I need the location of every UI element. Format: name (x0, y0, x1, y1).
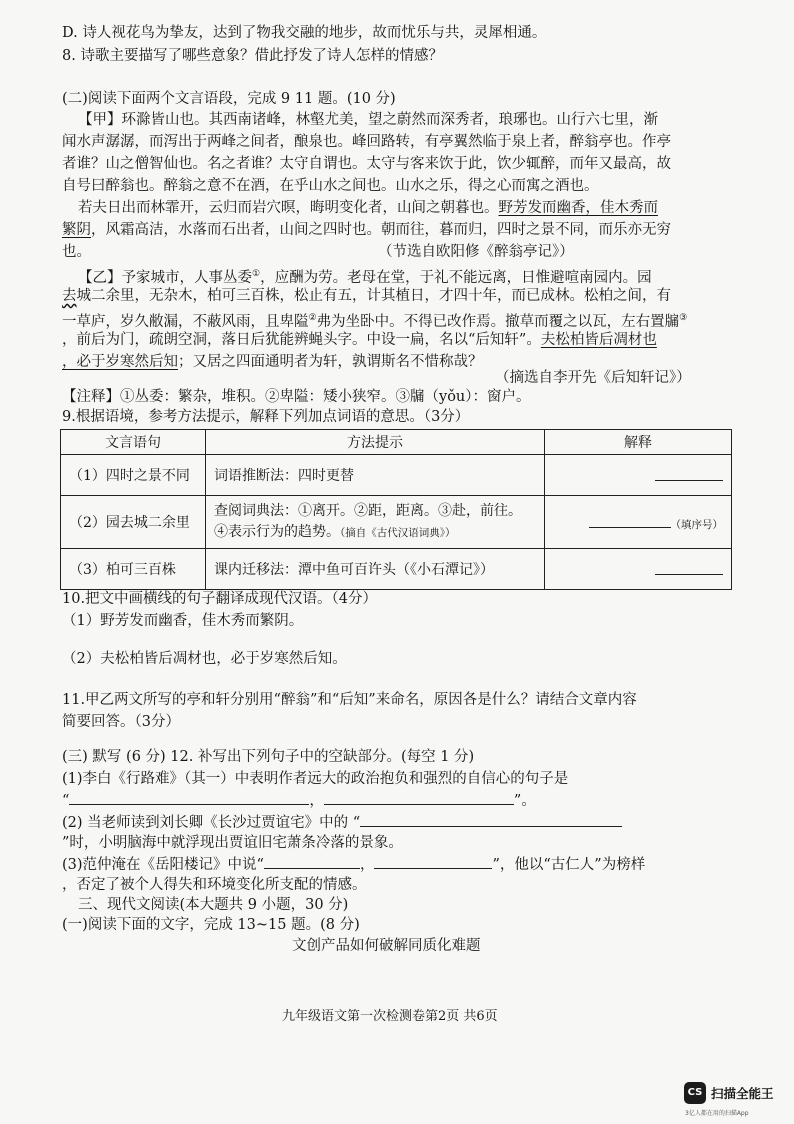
answer-blank[interactable] (69, 790, 309, 805)
yi-text: 一草庐，岁久敝漏，不蔽风雨，且卑隘 (62, 313, 309, 330)
q11-prompt: 简要回答。（3分） (62, 714, 180, 730)
column-header: 方法提示 (206, 430, 545, 455)
underlined-sentence-2a: 夫松柏皆后凋材也 (540, 332, 657, 348)
method-cell (206, 496, 545, 549)
method-text: ④表示行为的趋势。 (214, 523, 340, 540)
sentence-cell: （3）柏可三百株 (61, 549, 206, 590)
yi-text: ；又居之四面通明者为轩，孰谓斯名不惜称哉？ (178, 354, 483, 370)
yi-text: 城二余里，无杂木， (76, 288, 207, 304)
yi-text: ，前后为门，疏朗空洞，落日后犹能辨蝇头字。中设一扁，名以“后知轩”。 (62, 332, 541, 348)
notes: 【注释】①丛委：繁杂，堆积。②卑隘：矮小狭窄。③牖（yǒu）：窗户。 (62, 389, 531, 405)
jia-line: 【甲】环滁皆山也。其西南诸峰，林壑尤美，望之蔚然而深秀者，琅琊也。山行六七里，渐 (78, 112, 658, 128)
method-line (214, 522, 536, 544)
separator: ， (359, 857, 375, 873)
q7-option-d: D. 诗人视花鸟为挚友，达到了物我交融的地步，故而忧乐与共，灵犀相通。 (62, 25, 547, 41)
jia-line (78, 197, 658, 219)
footnote-marker: ② (308, 313, 317, 323)
q12-item-1-blanks (62, 790, 536, 812)
q12-item-3 (62, 854, 645, 876)
q10-sentence-2: （2）夫松柏皆后凋材也，必于岁寒然后知。 (62, 651, 347, 667)
q12-item-3-cont: ，否定了被个人得失和环境变化所支配的情感。 (62, 877, 367, 893)
table-row (61, 496, 732, 549)
dotted-word-qu: 去 (62, 288, 77, 304)
quote-mark: “ (62, 793, 70, 809)
camscanner-logo-icon: CS (684, 1082, 706, 1104)
item-text: (3)范仲淹在《岳阳楼记》中说“ (62, 857, 264, 873)
q8-question: 8. 诗歌主要描写了哪些意象？借此抒发了诗人怎样的情感？ (62, 48, 443, 64)
table-row (61, 455, 732, 496)
yi-source: （摘选自李开先《后知轩记》） (495, 370, 691, 386)
q11-prompt: 11.甲乙两文所写的亭和轩分别用“醉翁”和“后知”来命名，原因各是什么？请结合文章内容 (62, 692, 637, 708)
sentence-cell: （1）四时之景不同 (61, 455, 206, 496)
method-line: 查阅词典法：①离开。②距，距离。③赴，前往。 (214, 502, 522, 519)
answer-cell[interactable] (545, 455, 732, 496)
answer-blank[interactable] (324, 790, 514, 805)
q10-sentence-1: （1）野芳发而幽香，佳木秀而繁阴。 (62, 613, 304, 629)
part3-subheading: (一)阅读下面的文字，完成 13~15 题。(8 分) (62, 917, 360, 933)
table-header-row (61, 430, 732, 455)
jia-line: 者谁？山之僧智仙也。名之者谁？太守自谓也。太守与客来饮于此，饮少辄醉，而年又最高，故 (62, 156, 671, 172)
jia-source: （节选自欧阳修《醉翁亭记》） (378, 244, 574, 260)
footnote-marker: ③ (679, 313, 688, 323)
article-title: 文创产品如何破解同质化难题 (292, 938, 481, 954)
item-text: ”，他以“古仁人”为榜样 (492, 857, 646, 873)
part3-heading: 三、现代文阅读(本大题共 9 小题，30 分) (78, 897, 349, 913)
underlined-sentence-1b: 繁阴 (62, 222, 91, 238)
column-header: 解释 (545, 430, 732, 455)
q12-item-1: (1)李白《行路难》（其一）中表明作者远大的政治抱负和强烈的自信心的句子是 (62, 771, 569, 787)
section2-heading: (二)阅读下面两个文言语段，完成 9 11 题。(10 分) (62, 91, 396, 107)
column-header: 文言语句 (61, 430, 206, 455)
yi-line (62, 285, 671, 307)
yi-text: ，应酬为劳。老母在堂，于礼不能远离，日惟避喧南园内。园 (260, 269, 652, 286)
method-source: （摘自《古代汉语词典》） (340, 526, 456, 539)
footnote-marker: ① (252, 269, 261, 279)
yi-text: ，松止有五，计其植日，才四十年，而已成林。松柏之间，有 (279, 288, 671, 304)
answer-cell[interactable] (545, 496, 732, 549)
answer-blank[interactable] (374, 854, 492, 869)
section3-heading: (三) 默写 (6 分) 12. 补写出下列句子中的空缺部分。(每空 1 分) (62, 749, 475, 765)
answer-blank[interactable] (589, 513, 671, 528)
underlined-sentence-2b: ，必于岁寒然后知 (62, 354, 178, 370)
watermark-name: 扫描全能王 (711, 1086, 774, 1101)
answer-blank[interactable] (360, 812, 622, 827)
q9-table (60, 429, 732, 590)
method-cell: 词语推断法：四时更替 (206, 455, 545, 496)
jia-line (62, 219, 671, 241)
answer-cell[interactable] (545, 549, 732, 590)
q9-prompt: 9.根据语境，参考方法提示，解释下列加点词语的意思。（3分） (62, 409, 470, 425)
page-footer: 九年级语文第一次检测卷第2页 共6页 (282, 1009, 498, 1024)
yi-text: 弗为坐卧中。不得已改作焉。撤草而覆之以瓦，左右置牖 (316, 313, 680, 330)
jia-line: 闻水声潺潺，而泻出于两峰之间者，酿泉也。峰回路转，有亭翼然临于泉上者，醉翁亭也。作亭 (62, 134, 671, 150)
answer-blank[interactable] (655, 466, 723, 481)
answer-hint: （填序号） (670, 518, 723, 531)
separator: ， (309, 793, 324, 809)
answer-blank[interactable] (264, 854, 360, 869)
item-text: (2) 当老师读到刘长卿《长沙过贾谊宅》中的 “ (62, 815, 361, 831)
yi-line (62, 329, 657, 351)
jia-line: 也。 (62, 244, 91, 260)
q12-item-2 (62, 812, 622, 834)
q10-prompt: 10.把文中画横线的句子翻译成现代汉语。（4分） (62, 591, 378, 607)
yi-text: 【乙】予家城市，人事丛委 (78, 269, 252, 286)
q12-item-2-cont: ”时，小明脑海中就浮现出贾谊旧宅萧条冷落的景象。 (62, 835, 403, 851)
sentence-cell: （2）园去城二余里 (61, 496, 206, 549)
watermark-tagline: 3亿人都在用的扫描App (685, 1110, 749, 1117)
yi-line (62, 351, 483, 373)
jia-line6-text: ，风霜高洁，水落而石出者，山间之四时也。朝而往，暮而归，四时之景不同，而乐亦无穷 (91, 222, 671, 238)
underlined-sentence-1a: 野芳发而幽香，佳木秀而 (498, 200, 658, 216)
method-cell: 课内迁移法：潭中鱼可百许头（《小石潭记》） (206, 549, 545, 590)
answer-blank[interactable] (655, 560, 723, 575)
jia-line5-text: 若夫日出而林霏开，云归而岩穴暝，晦明变化者，山间之朝暮也。 (78, 200, 499, 216)
table-row (61, 549, 732, 590)
yi-text: 柏可三百株 (207, 288, 280, 304)
jia-line: 自号曰醉翁也。醉翁之意不在酒，在乎山水之间也。山水之乐，得之心而寓之酒也。 (62, 178, 599, 194)
quote-mark: ”。 (513, 793, 536, 809)
